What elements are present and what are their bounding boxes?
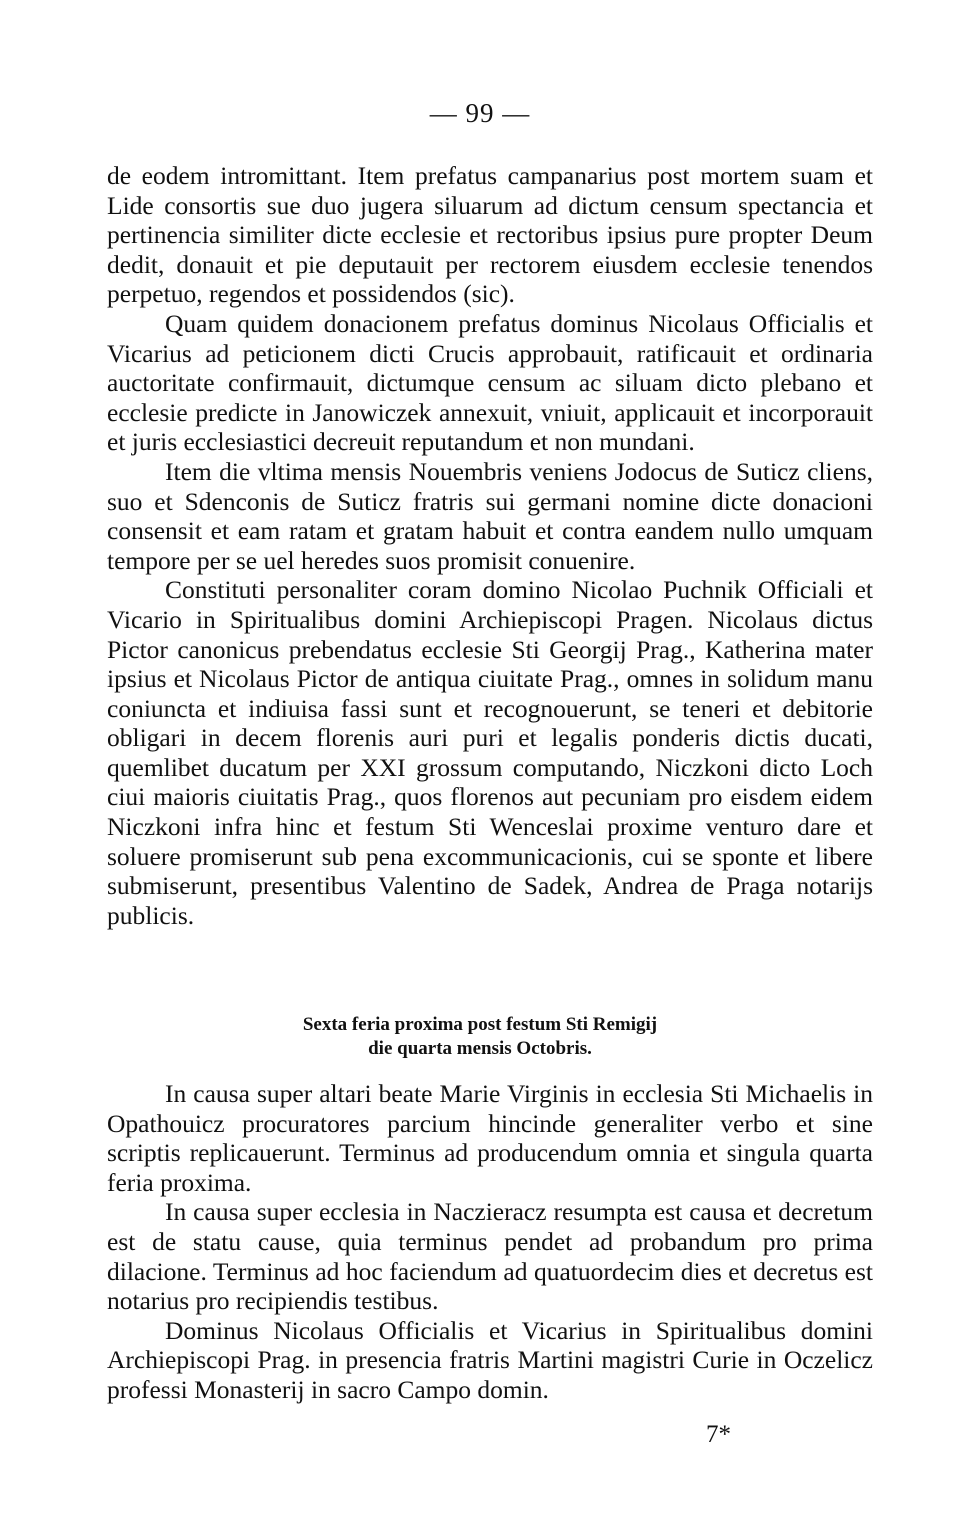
section-heading (0, 1013, 960, 1061)
signature-mark: 7* (706, 1421, 731, 1448)
paragraph-item-die: Item die vltima mensis Nouembris veniens Jodocus de Suticz cliens, suo et Sdenconis de Suticz fratris sui germani nomine dicte donacioni consensit et eam ratam et gratam habuit et contra eandem nullo umquam tempore per se uel heredes suos promisit conuenire. (107, 456, 873, 575)
main-text-block (107, 161, 873, 930)
section-heading-line-1: Sexta feria proxima post festum Sti Remigij (302, 1014, 658, 1035)
page-number: — 99 — (429, 98, 531, 128)
paragraph-dominus-nicolaus: Dominus Nicolaus Officialis et Vicarius in Spiritualibus domini Archiepiscopi Prag. in presencia fratris Martini magistri Curie in Oczelicz professi Monasterij in sacro Campo domin. (107, 1315, 873, 1404)
paragraph-intromittant: de eodem intromittant. Item prefatus campanarius post mortem suam et Lide consortis sue duo jugera siluarum ad dictum censum spectancia et pertinencia similiter dicte ecclesie et rectoribus ipsius pure propter Deum dedit, donauit et pie deputauit per rectorem eiusdem ecclesie tenendos perpetuo, regendos et possidendos (sic). (107, 161, 873, 309)
paragraph-quam-quidem: Quam quidem donacionem prefatus dominus Nicolaus Officialis et Vicarius ad peticionem dicti Crucis approbauit, ratificauit et ordinaria auctoritate confirmauit, dictumque censum ac siluam dicto plebano et ecclesie predicte in Janowiczek annexuit, vniuit, applicauit et incorporauit et juris ecclesiastici decreuit reputandum et non mundani. (107, 308, 873, 457)
section-heading-line-2: die quarta mensis Octobris. (368, 1038, 592, 1059)
paragraph-causa-altari: In causa super altari beate Marie Virginis in ecclesia Sti Michaelis in Opathouicz procuratores parcium hincinde generaliter verbo et sine scriptis replicauerunt. Terminus ad producendum omnia et singula quarta feria proxima. (107, 1079, 873, 1197)
page-header (0, 96, 960, 130)
second-text-block (107, 1079, 873, 1405)
paragraph-constituti: Constituti personaliter coram domino Nicolao Puchnik Officiali et Vicario in Spiritualibus domini Archiepiscopi Pragen. Nicolaus dictus Pictor canonicus prebendatus ecclesie Sti Georgij Prag., Katherina mater ipsius et Nicolaus Pictor de antiqua ciuitate Prag., omnes in solidum manu coniuncta et indiuisa fassi sunt et recognouerunt, se teneri et debitorie obligari in decem florenis auri puri et legalis ponderis dictis ducati, quemlibet ducatum per XXI grossum computando, Niczkoni dicto Loch ciui maioris ciuitatis Prag., quos florenos aut pecuniam pro eisdem eidem Niczkoni infra hinc et festum Sti Wenceslai proxime venturo dare et soluere promiserunt sub pena excommunicacionis, cui se sponte et libere submiserunt, presentibus Valentino de Sadek, Andrea de Praga notarijs publicis. (107, 575, 873, 930)
paragraph-causa-ecclesia: In causa super ecclesia in Naczieracz resumpta est causa et decretum est de statu cause, quia terminus pendet ad probandum pro prima dilacione. Terminus ad hoc faciendum ad quatuordecim dies et decretus est notarius pro recipiendis testibus. (107, 1197, 873, 1316)
